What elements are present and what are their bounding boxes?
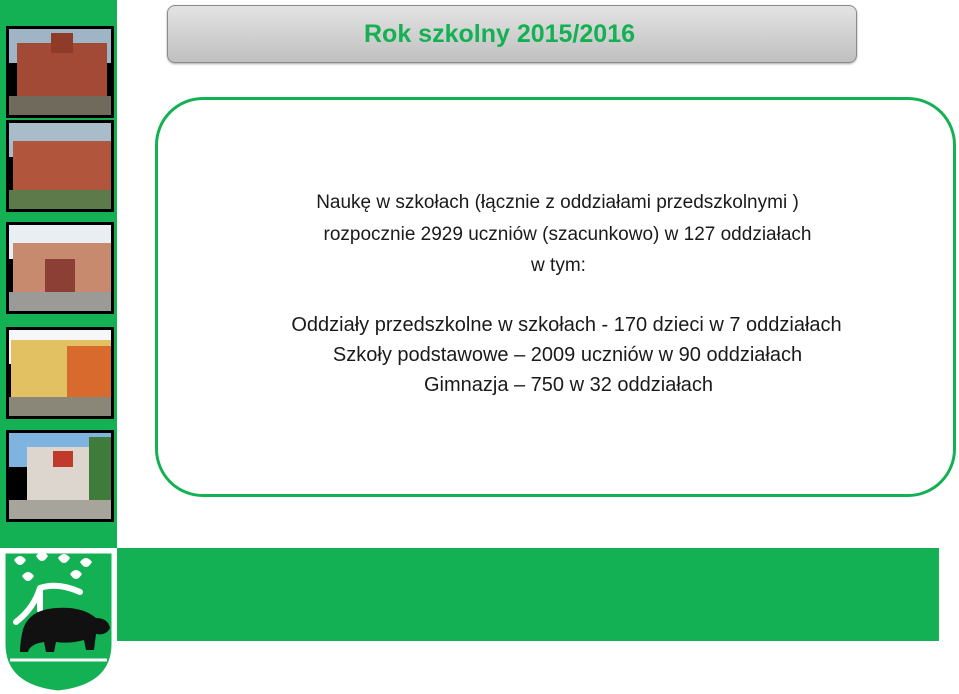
title-bar [167, 5, 857, 63]
school-photo-5 [6, 430, 114, 522]
school-photo-4 [6, 327, 114, 419]
intro-line-3: w tym: [531, 255, 586, 276]
detail-line-3: Gimnazja – 750 w 32 oddziałach [423, 374, 714, 396]
slide-title: Rok szkolny 2015/2016 [364, 19, 635, 48]
school-photo-3 [6, 222, 114, 314]
school-photo-2 [6, 120, 114, 212]
left-photo-strip [0, 0, 117, 548]
detail-line-1: Oddziały przedszkolne w szkołach - 170 dzieci w 7 oddziałach [291, 314, 842, 336]
coat-of-arms-bear-icon [0, 548, 117, 694]
content-panel [155, 97, 956, 497]
intro-line-1: Naukę w szkołach (łącznie z oddziałami przedszkolnymi ) [316, 192, 799, 213]
intro-line-2: rozpocznie 2929 uczniów (szacunkowo) w 127 oddziałach [323, 224, 812, 245]
school-photo-1 [6, 26, 114, 118]
detail-line-2: Szkoły podstawowe – 2009 uczniów w 90 oddziałach [332, 344, 803, 366]
bottom-green-bar [117, 548, 939, 641]
